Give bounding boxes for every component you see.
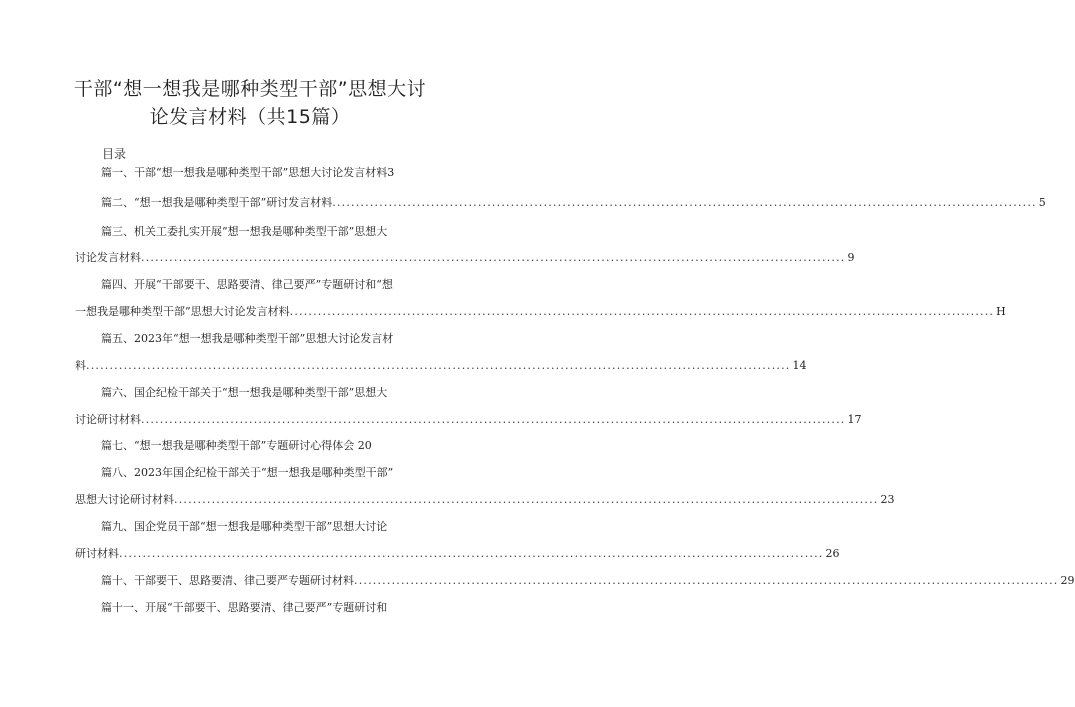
toc-entry-7-text: 篇七、“想一想我是哪种类型干部”专题研讨心得体会 [101, 439, 355, 452]
toc-entry-2-page: 5 [1038, 196, 1046, 209]
toc-entry-5-text: 料 [75, 359, 86, 372]
toc-entry-9-line-1[interactable]: 篇九、国企党员干部“想一想我是哪种类型干部”思想大讨论 [101, 520, 388, 533]
toc-entry-5-line-1[interactable]: 篇五、2023年“想一想我是哪种类型干部”思想大讨论发言材 [101, 332, 394, 345]
toc-entry-6-line-2[interactable] [75, 412, 862, 428]
toc-entry-4-line-1[interactable]: 篇四、开展“干部要干、思路要清、律己要严”专题研讨和“想 [101, 278, 393, 291]
leader-dots: ...................................................................................................................................................... [141, 251, 846, 264]
toc-entry-6-page: 17 [847, 413, 862, 426]
toc-entry-9-line-2[interactable] [75, 546, 840, 562]
leader-dots: ...................................................................................................................................................... [332, 196, 1037, 209]
toc-entry-5-line-2[interactable] [75, 358, 807, 374]
leader-dots: ...................................................................................................................................................... [119, 547, 824, 560]
toc-entry-2-text: 篇二、“想一想我是哪种类型干部”研讨发言材料 [101, 196, 333, 209]
document-title-line-2: 论发言材料（共15篇） [149, 106, 351, 128]
toc-entry-1-page: 3 [387, 166, 395, 179]
toc-heading: 目录 [102, 147, 127, 161]
toc-entry-8-line-2[interactable] [75, 492, 895, 508]
toc-entry-8-line-1[interactable]: 篇八、2023年国企纪检干部关于“想一想我是哪种类型干部” [101, 466, 394, 479]
toc-entry-4-text: 一想我是哪种类型干部”思想大讨论发言材料 [75, 305, 290, 318]
toc-entry-2[interactable] [101, 195, 1046, 211]
leader-dots: ...................................................................................................................................................... [86, 359, 791, 372]
toc-entry-10-text: 篇十、干部要干、思路要清、律己要严专题研讨材料 [101, 574, 354, 587]
toc-entry-10-page: 29 [1060, 574, 1075, 587]
toc-entry-1-text: 篇一、干部“想一想我是哪种类型干部”思想大讨论发言材料 [101, 166, 388, 179]
toc-entry-9-page: 26 [825, 547, 840, 560]
document-title-line-1: 干部“想一想我是哪种类型干部”思想大讨 [73, 78, 427, 100]
leader-dots: ...................................................................................................................................................... [354, 574, 1059, 587]
toc-entry-7[interactable] [101, 438, 372, 454]
toc-entry-5-page: 14 [792, 359, 807, 372]
toc-entry-11-line-1[interactable]: 篇十一、开展“干部要干、思路要清、律己要严”专题研讨和 [101, 601, 388, 614]
toc-entry-10[interactable] [101, 573, 1075, 589]
toc-entry-3-text: 讨论发言材料 [75, 251, 141, 264]
toc-entry-4-page: H [996, 305, 1006, 318]
toc-entry-4-line-2[interactable] [75, 304, 1006, 320]
toc-entry-3-line-2[interactable] [75, 250, 855, 266]
toc-entry-1[interactable] [101, 165, 394, 181]
toc-entry-3-page: 9 [847, 251, 855, 264]
toc-entry-8-text: 思想大讨论研讨材料 [75, 493, 174, 506]
toc-entry-8-page: 23 [880, 493, 895, 506]
leader-dots: ...................................................................................................................................................... [174, 493, 879, 506]
toc-entry-3-line-1[interactable]: 篇三、机关工委扎实开展“想一想我是哪种类型干部”思想大 [101, 225, 388, 238]
toc-entry-7-page: 20 [357, 439, 372, 452]
toc-entry-6-text: 讨论研讨材料 [75, 413, 141, 426]
leader-dots: ...................................................................................................................................................... [289, 305, 995, 318]
toc-entry-9-text: 研讨材料 [75, 547, 119, 560]
leader-dots: ...................................................................................................................................................... [141, 413, 846, 426]
toc-entry-6-line-1[interactable]: 篇六、国企纪检干部关于“想一想我是哪种类型干部”思想大 [101, 386, 388, 399]
